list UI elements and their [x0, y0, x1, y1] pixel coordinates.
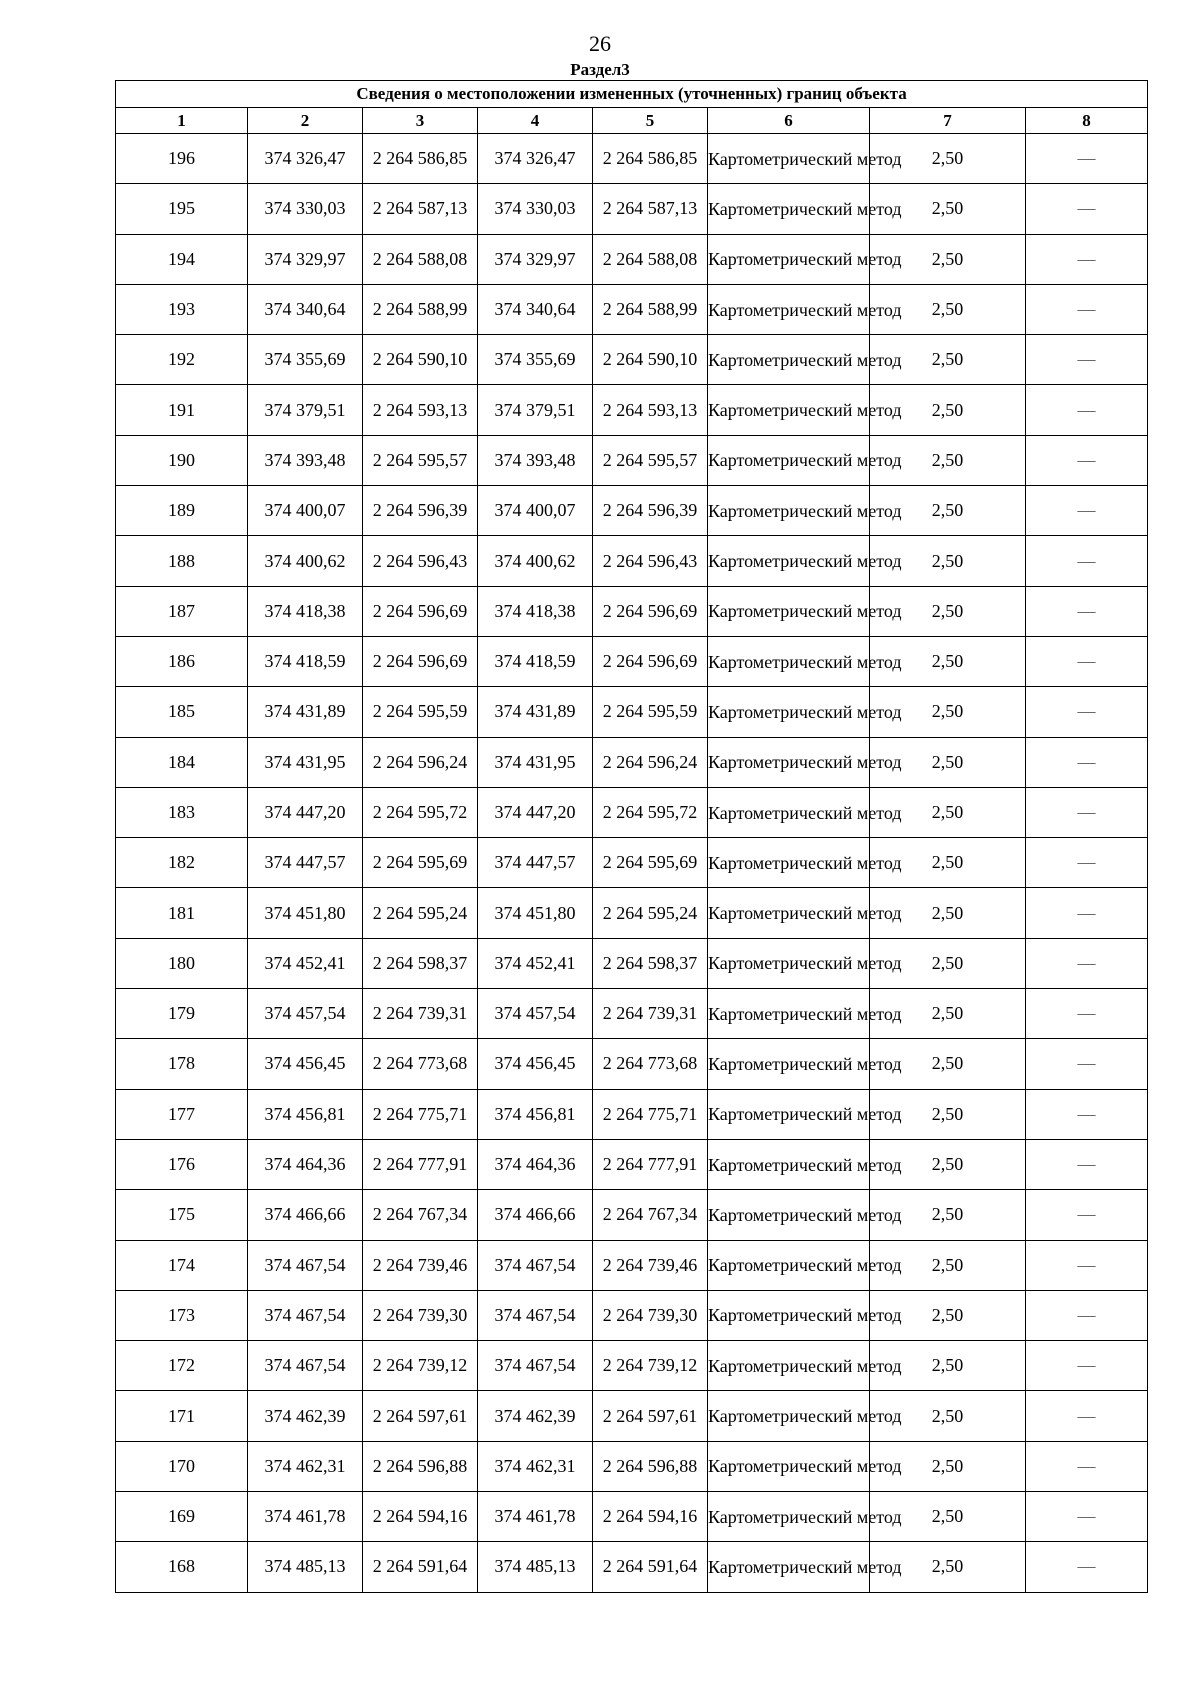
cell-x-old: 374 467,54 — [248, 1341, 363, 1391]
table-row — [116, 234, 1148, 284]
cell-x-old: 374 340,64 — [248, 284, 363, 334]
cell-accuracy: 2,50 — [870, 486, 1026, 536]
column-number-row — [116, 108, 1148, 134]
cell-description: — — [1026, 687, 1148, 737]
cell-y-old: 2 264 596,69 — [363, 636, 478, 686]
cell-y-new: 2 264 767,34 — [593, 1190, 708, 1240]
cell-x-new: 374 462,39 — [478, 1391, 593, 1441]
cell-y-new: 2 264 591,64 — [593, 1542, 708, 1592]
cell-method: Картометрический метод — [708, 435, 870, 485]
cell-accuracy: 2,50 — [870, 838, 1026, 888]
cell-y-new: 2 264 595,59 — [593, 687, 708, 737]
cell-description: — — [1026, 1089, 1148, 1139]
cell-method: Картометрический метод — [708, 284, 870, 334]
cell-point-number: 180 — [116, 938, 248, 988]
cell-description: — — [1026, 536, 1148, 586]
cell-description: — — [1026, 234, 1148, 284]
cell-x-old: 374 464,36 — [248, 1139, 363, 1189]
cell-x-new: 374 400,62 — [478, 536, 593, 586]
cell-y-old: 2 264 590,10 — [363, 335, 478, 385]
cell-point-number: 177 — [116, 1089, 248, 1139]
section-title: Раздел3 — [570, 60, 630, 79]
cell-y-new: 2 264 595,72 — [593, 787, 708, 837]
cell-y-old: 2 264 739,30 — [363, 1290, 478, 1340]
cell-method: Картометрический метод — [708, 1190, 870, 1240]
cell-x-old: 374 330,03 — [248, 184, 363, 234]
cell-x-new: 374 355,69 — [478, 335, 593, 385]
cell-y-old: 2 264 588,08 — [363, 234, 478, 284]
cell-point-number: 190 — [116, 435, 248, 485]
cell-method: Картометрический метод — [708, 184, 870, 234]
cell-method: Картометрический метод — [708, 1240, 870, 1290]
cell-x-new: 374 326,47 — [478, 134, 593, 184]
table-row — [116, 737, 1148, 787]
cell-method: Картометрический метод — [708, 787, 870, 837]
cell-y-new: 2 264 593,13 — [593, 385, 708, 435]
cell-method: Картометрический метод — [708, 486, 870, 536]
cell-description: — — [1026, 335, 1148, 385]
cell-x-new: 374 451,80 — [478, 888, 593, 938]
cell-y-old: 2 264 595,59 — [363, 687, 478, 737]
cell-x-new: 374 462,31 — [478, 1441, 593, 1491]
cell-x-old: 374 466,66 — [248, 1190, 363, 1240]
table-row — [116, 787, 1148, 837]
cell-y-new: 2 264 739,30 — [593, 1290, 708, 1340]
cell-y-new: 2 264 596,24 — [593, 737, 708, 787]
table-row — [116, 1341, 1148, 1391]
cell-method: Картометрический метод — [708, 1089, 870, 1139]
cell-point-number: 182 — [116, 838, 248, 888]
cell-method: Картометрический метод — [708, 1441, 870, 1491]
cell-y-old: 2 264 596,69 — [363, 586, 478, 636]
cell-method: Картометрический метод — [708, 888, 870, 938]
cell-y-old: 2 264 596,43 — [363, 536, 478, 586]
cell-accuracy: 2,50 — [870, 435, 1026, 485]
cell-y-old: 2 264 598,37 — [363, 938, 478, 988]
cell-x-old: 374 393,48 — [248, 435, 363, 485]
cell-point-number: 194 — [116, 234, 248, 284]
table-row — [116, 435, 1148, 485]
cell-y-old: 2 264 777,91 — [363, 1139, 478, 1189]
column-number-5: 5 — [593, 108, 708, 134]
cell-x-old: 374 418,38 — [248, 586, 363, 636]
cell-y-new: 2 264 596,69 — [593, 636, 708, 686]
cell-y-new: 2 264 597,61 — [593, 1391, 708, 1441]
cell-method: Картометрический метод — [708, 989, 870, 1039]
cell-x-new: 374 418,38 — [478, 586, 593, 636]
cell-y-new: 2 264 588,08 — [593, 234, 708, 284]
cell-x-old: 374 379,51 — [248, 385, 363, 435]
cell-y-old: 2 264 593,13 — [363, 385, 478, 435]
column-number-1: 1 — [116, 108, 248, 134]
table-row — [116, 335, 1148, 385]
cell-method: Картометрический метод — [708, 1290, 870, 1340]
cell-x-old: 374 452,41 — [248, 938, 363, 988]
cell-y-new: 2 264 588,99 — [593, 284, 708, 334]
cell-y-old: 2 264 595,57 — [363, 435, 478, 485]
cell-method: Картометрический метод — [708, 737, 870, 787]
cell-y-new: 2 264 777,91 — [593, 1139, 708, 1189]
cell-point-number: 176 — [116, 1139, 248, 1189]
cell-accuracy: 2,50 — [870, 536, 1026, 586]
cell-accuracy: 2,50 — [870, 1139, 1026, 1189]
cell-description: — — [1026, 184, 1148, 234]
cell-point-number: 193 — [116, 284, 248, 334]
cell-y-old: 2 264 594,16 — [363, 1492, 478, 1542]
column-number-6: 6 — [708, 108, 870, 134]
column-number-8: 8 — [1026, 108, 1148, 134]
cell-y-new: 2 264 739,12 — [593, 1341, 708, 1391]
cell-x-old: 374 418,59 — [248, 636, 363, 686]
cell-method: Картометрический метод — [708, 687, 870, 737]
cell-method: Картометрический метод — [708, 1139, 870, 1189]
cell-method: Картометрический метод — [708, 1039, 870, 1089]
cell-accuracy: 2,50 — [870, 1290, 1026, 1340]
cell-point-number: 196 — [116, 134, 248, 184]
cell-method: Картометрический метод — [708, 234, 870, 284]
cell-y-old: 2 264 739,46 — [363, 1240, 478, 1290]
cell-point-number: 179 — [116, 989, 248, 1039]
cell-description: — — [1026, 435, 1148, 485]
cell-accuracy: 2,50 — [870, 1441, 1026, 1491]
cell-point-number: 183 — [116, 787, 248, 837]
cell-description: — — [1026, 888, 1148, 938]
cell-y-old: 2 264 775,71 — [363, 1089, 478, 1139]
cell-x-old: 374 329,97 — [248, 234, 363, 284]
table-row — [116, 838, 1148, 888]
cell-x-old: 374 485,13 — [248, 1542, 363, 1592]
cell-x-old: 374 400,07 — [248, 486, 363, 536]
cell-point-number: 192 — [116, 335, 248, 385]
table-row — [116, 938, 1148, 988]
cell-x-old: 374 456,45 — [248, 1039, 363, 1089]
cell-y-old: 2 264 596,39 — [363, 486, 478, 536]
cell-x-new: 374 447,57 — [478, 838, 593, 888]
column-number-2: 2 — [248, 108, 363, 134]
cell-y-old: 2 264 595,72 — [363, 787, 478, 837]
cell-method: Картометрический метод — [708, 636, 870, 686]
cell-x-old: 374 451,80 — [248, 888, 363, 938]
cell-description: — — [1026, 1039, 1148, 1089]
cell-x-new: 374 467,54 — [478, 1240, 593, 1290]
cell-y-new: 2 264 596,88 — [593, 1441, 708, 1491]
cell-x-new: 374 418,59 — [478, 636, 593, 686]
cell-accuracy: 2,50 — [870, 1039, 1026, 1089]
table-row — [116, 1089, 1148, 1139]
cell-x-old: 374 462,39 — [248, 1391, 363, 1441]
cell-x-new: 374 330,03 — [478, 184, 593, 234]
cell-x-old: 374 431,89 — [248, 687, 363, 737]
cell-point-number: 170 — [116, 1441, 248, 1491]
cell-y-new: 2 264 739,31 — [593, 989, 708, 1039]
cell-y-new: 2 264 595,57 — [593, 435, 708, 485]
cell-y-new: 2 264 594,16 — [593, 1492, 708, 1542]
cell-accuracy: 2,50 — [870, 385, 1026, 435]
cell-accuracy: 2,50 — [870, 1341, 1026, 1391]
cell-method: Картометрический метод — [708, 586, 870, 636]
table-row — [116, 536, 1148, 586]
cell-method: Картометрический метод — [708, 335, 870, 385]
table-row — [116, 134, 1148, 184]
cell-accuracy: 2,50 — [870, 787, 1026, 837]
cell-method: Картометрический метод — [708, 1542, 870, 1592]
cell-x-new: 374 393,48 — [478, 435, 593, 485]
cell-description: — — [1026, 284, 1148, 334]
cell-accuracy: 2,50 — [870, 335, 1026, 385]
cell-accuracy: 2,50 — [870, 1391, 1026, 1441]
cell-description: — — [1026, 586, 1148, 636]
cell-y-old: 2 264 739,31 — [363, 989, 478, 1039]
table-row — [116, 888, 1148, 938]
cell-accuracy: 2,50 — [870, 989, 1026, 1039]
table-row — [116, 1190, 1148, 1240]
cell-x-new: 374 431,95 — [478, 737, 593, 787]
cell-point-number: 169 — [116, 1492, 248, 1542]
cell-x-old: 374 462,31 — [248, 1441, 363, 1491]
cell-accuracy: 2,50 — [870, 1542, 1026, 1592]
cell-description: — — [1026, 134, 1148, 184]
cell-point-number: 172 — [116, 1341, 248, 1391]
cell-point-number: 185 — [116, 687, 248, 737]
table-row — [116, 1139, 1148, 1189]
cell-x-old: 374 457,54 — [248, 989, 363, 1039]
cell-description: — — [1026, 1240, 1148, 1290]
table-row — [116, 636, 1148, 686]
cell-x-new: 374 466,66 — [478, 1190, 593, 1240]
cell-y-old: 2 264 596,24 — [363, 737, 478, 787]
cell-point-number: 171 — [116, 1391, 248, 1441]
table-title-row — [116, 81, 1148, 108]
cell-y-old: 2 264 588,99 — [363, 284, 478, 334]
cell-y-new: 2 264 596,43 — [593, 536, 708, 586]
cell-description: — — [1026, 1492, 1148, 1542]
cell-method: Картометрический метод — [708, 1341, 870, 1391]
cell-description: — — [1026, 1290, 1148, 1340]
cell-x-old: 374 467,54 — [248, 1240, 363, 1290]
cell-y-new: 2 264 596,69 — [593, 586, 708, 636]
table-row — [116, 1441, 1148, 1491]
table-row — [116, 989, 1148, 1039]
cell-y-new: 2 264 598,37 — [593, 938, 708, 988]
table-row — [116, 1542, 1148, 1592]
cell-x-old: 374 461,78 — [248, 1492, 363, 1542]
table-row — [116, 1290, 1148, 1340]
cell-accuracy: 2,50 — [870, 687, 1026, 737]
cell-method: Картометрический метод — [708, 838, 870, 888]
cell-x-old: 374 456,81 — [248, 1089, 363, 1139]
cell-y-new: 2 264 596,39 — [593, 486, 708, 536]
cell-y-old: 2 264 773,68 — [363, 1039, 478, 1089]
page-number: 26 — [589, 31, 611, 56]
cell-description: — — [1026, 1190, 1148, 1240]
cell-x-old: 374 431,95 — [248, 737, 363, 787]
cell-description: — — [1026, 1391, 1148, 1441]
cell-x-new: 374 400,07 — [478, 486, 593, 536]
boundary-table — [115, 80, 1148, 1593]
cell-point-number: 175 — [116, 1190, 248, 1240]
table-row — [116, 1391, 1148, 1441]
column-number-3: 3 — [363, 108, 478, 134]
cell-description: — — [1026, 1542, 1148, 1592]
cell-description: — — [1026, 938, 1148, 988]
column-number-7: 7 — [870, 108, 1026, 134]
cell-method: Картометрический метод — [708, 1492, 870, 1542]
cell-accuracy: 2,50 — [870, 636, 1026, 686]
table-row — [116, 1039, 1148, 1089]
cell-x-old: 374 400,62 — [248, 536, 363, 586]
cell-point-number: 184 — [116, 737, 248, 787]
cell-description: — — [1026, 838, 1148, 888]
cell-x-new: 374 447,20 — [478, 787, 593, 837]
cell-method: Картометрический метод — [708, 536, 870, 586]
cell-x-new: 374 467,54 — [478, 1341, 593, 1391]
cell-description: — — [1026, 486, 1148, 536]
cell-accuracy: 2,50 — [870, 184, 1026, 234]
cell-point-number: 195 — [116, 184, 248, 234]
cell-accuracy: 2,50 — [870, 234, 1026, 284]
cell-description: — — [1026, 385, 1148, 435]
table-body — [116, 134, 1148, 1593]
table-row — [116, 586, 1148, 636]
cell-y-old: 2 264 591,64 — [363, 1542, 478, 1592]
cell-x-new: 374 452,41 — [478, 938, 593, 988]
cell-x-old: 374 447,57 — [248, 838, 363, 888]
cell-point-number: 178 — [116, 1039, 248, 1089]
cell-accuracy: 2,50 — [870, 284, 1026, 334]
cell-accuracy: 2,50 — [870, 134, 1026, 184]
cell-x-new: 374 340,64 — [478, 284, 593, 334]
cell-point-number: 186 — [116, 636, 248, 686]
cell-x-new: 374 456,45 — [478, 1039, 593, 1089]
cell-y-new: 2 264 590,10 — [593, 335, 708, 385]
cell-x-old: 374 467,54 — [248, 1290, 363, 1340]
cell-description: — — [1026, 737, 1148, 787]
cell-x-new: 374 485,13 — [478, 1542, 593, 1592]
cell-description: — — [1026, 989, 1148, 1039]
cell-y-old: 2 264 587,13 — [363, 184, 478, 234]
cell-x-old: 374 355,69 — [248, 335, 363, 385]
cell-accuracy: 2,50 — [870, 1190, 1026, 1240]
cell-method: Картометрический метод — [708, 1391, 870, 1441]
cell-point-number: 181 — [116, 888, 248, 938]
cell-x-new: 374 431,89 — [478, 687, 593, 737]
cell-x-new: 374 467,54 — [478, 1290, 593, 1340]
cell-y-old: 2 264 596,88 — [363, 1441, 478, 1491]
table-row — [116, 284, 1148, 334]
cell-method: Картометрический метод — [708, 134, 870, 184]
table-row — [116, 184, 1148, 234]
cell-method: Картометрический метод — [708, 385, 870, 435]
cell-method: Картометрический метод — [708, 938, 870, 988]
cell-accuracy: 2,50 — [870, 1089, 1026, 1139]
column-number-4: 4 — [478, 108, 593, 134]
cell-y-old: 2 264 767,34 — [363, 1190, 478, 1240]
cell-point-number: 187 — [116, 586, 248, 636]
cell-accuracy: 2,50 — [870, 938, 1026, 988]
cell-accuracy: 2,50 — [870, 737, 1026, 787]
cell-x-new: 374 461,78 — [478, 1492, 593, 1542]
cell-y-old: 2 264 597,61 — [363, 1391, 478, 1441]
cell-description: — — [1026, 1341, 1148, 1391]
table-row — [116, 687, 1148, 737]
cell-y-new: 2 264 739,46 — [593, 1240, 708, 1290]
cell-x-old: 374 326,47 — [248, 134, 363, 184]
cell-y-new: 2 264 587,13 — [593, 184, 708, 234]
cell-point-number: 174 — [116, 1240, 248, 1290]
cell-y-new: 2 264 595,69 — [593, 838, 708, 888]
cell-x-old: 374 447,20 — [248, 787, 363, 837]
cell-point-number: 188 — [116, 536, 248, 586]
cell-x-new: 374 329,97 — [478, 234, 593, 284]
cell-accuracy: 2,50 — [870, 1492, 1026, 1542]
cell-y-old: 2 264 595,24 — [363, 888, 478, 938]
cell-point-number: 168 — [116, 1542, 248, 1592]
cell-accuracy: 2,50 — [870, 1240, 1026, 1290]
cell-accuracy: 2,50 — [870, 586, 1026, 636]
table-row — [116, 385, 1148, 435]
table-row — [116, 1240, 1148, 1290]
table-title: Сведения о местоположении измененных (уточненных) границ объекта — [116, 81, 1148, 108]
table-row — [116, 1492, 1148, 1542]
cell-point-number: 191 — [116, 385, 248, 435]
cell-y-old: 2 264 586,85 — [363, 134, 478, 184]
table-row — [116, 486, 1148, 536]
cell-description: — — [1026, 1139, 1148, 1189]
cell-y-old: 2 264 595,69 — [363, 838, 478, 888]
cell-point-number: 173 — [116, 1290, 248, 1340]
cell-point-number: 189 — [116, 486, 248, 536]
cell-x-new: 374 457,54 — [478, 989, 593, 1039]
cell-y-new: 2 264 775,71 — [593, 1089, 708, 1139]
cell-y-old: 2 264 739,12 — [363, 1341, 478, 1391]
cell-x-new: 374 456,81 — [478, 1089, 593, 1139]
cell-description: — — [1026, 1441, 1148, 1491]
cell-y-new: 2 264 773,68 — [593, 1039, 708, 1089]
cell-x-new: 374 379,51 — [478, 385, 593, 435]
cell-y-new: 2 264 586,85 — [593, 134, 708, 184]
cell-x-new: 374 464,36 — [478, 1139, 593, 1189]
cell-description: — — [1026, 787, 1148, 837]
cell-description: — — [1026, 636, 1148, 686]
cell-accuracy: 2,50 — [870, 888, 1026, 938]
cell-y-new: 2 264 595,24 — [593, 888, 708, 938]
